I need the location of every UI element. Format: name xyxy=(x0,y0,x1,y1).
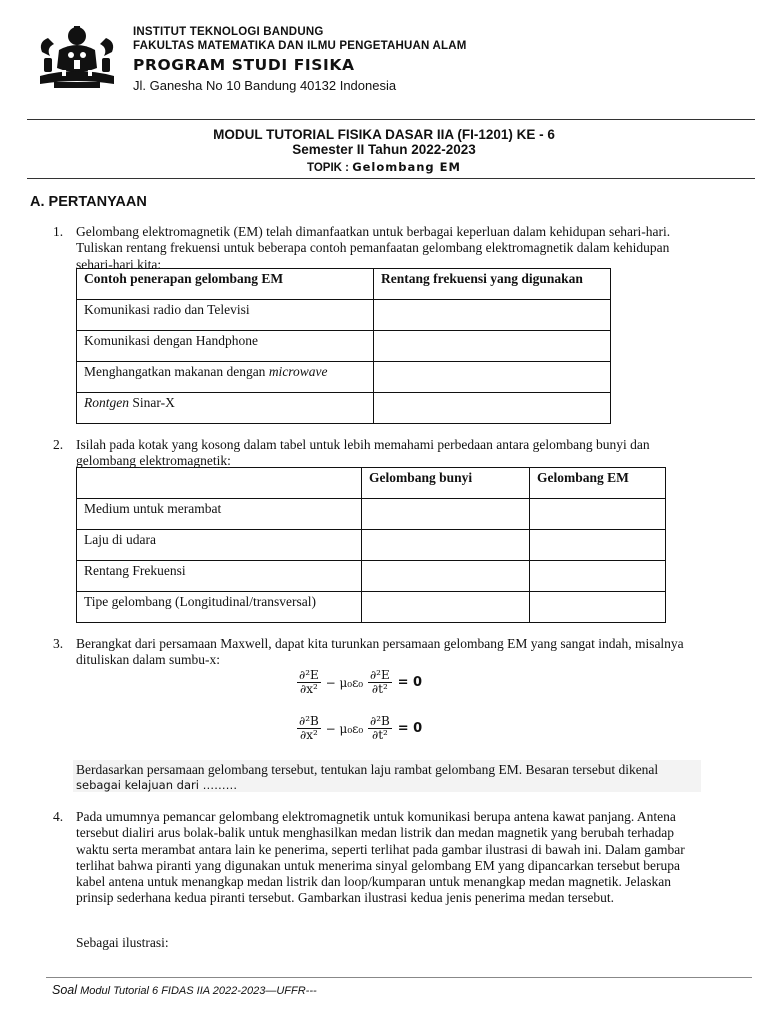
equals-zero: = 0 xyxy=(397,675,423,690)
table-header-cell: Rentang frekuensi yang digunakan xyxy=(374,269,611,300)
fraction: $\frac{\text{∂²E}}{\text{∂x²}}$ xyxy=(299,668,319,696)
question-1-text: Gelombang elektromagnetik (EM) telah dimanfaatkan untuk berbagai keperluan dalam kehidupan sehari-hari. Tuliskan rentang frekuensi untuk beberapa contoh pemanfaatan gelombang elektromagnetik dalam kehidupan sehari-hari kita: xyxy=(76,224,671,272)
operator: − μ₀ε₀ xyxy=(325,721,364,736)
table-row xyxy=(77,300,611,331)
table-cell xyxy=(77,362,374,393)
topic-label: TOPIK : xyxy=(307,162,349,174)
table-header-row xyxy=(77,468,666,499)
answer-cell[interactable] xyxy=(530,561,666,592)
letterhead xyxy=(0,0,768,120)
topic-line xyxy=(0,160,768,174)
frequency-table xyxy=(76,268,611,424)
question-4-number: 4. xyxy=(53,809,64,824)
table-cell xyxy=(77,331,374,362)
cell-text: Komunikasi dengan Handphone xyxy=(84,333,258,348)
cell-text: Komunikasi radio dan Televisi xyxy=(84,302,250,317)
table-cell: Laju di udara xyxy=(77,530,362,561)
table-row xyxy=(77,530,666,561)
table-header-cell: Contoh penerapan gelombang EM xyxy=(77,269,374,300)
question-2-text: Isilah pada kotak yang kosong dalam tabel untuk lebih memahami perbedaan antara gelombang bunyi dan gelombang elektromagnetik: xyxy=(76,437,650,469)
table-cell: Rentang Frekuensi xyxy=(77,561,362,592)
answer-cell[interactable] xyxy=(362,530,530,561)
table-cell xyxy=(77,300,374,331)
answer-cell[interactable] xyxy=(530,530,666,561)
table-row xyxy=(77,362,611,393)
table-header-row xyxy=(77,269,611,300)
table-header-cell: Gelombang bunyi xyxy=(362,468,530,499)
header-divider xyxy=(27,119,755,120)
table-cell xyxy=(77,393,374,424)
table-row xyxy=(77,331,611,362)
footer-divider xyxy=(46,977,752,978)
table-row xyxy=(77,561,666,592)
answer-cell[interactable] xyxy=(374,331,611,362)
question-3-followup: Berdasarkan persamaan gelombang tersebut, tentukan laju rambat gelombang EM. Besaran tersebut dikenal xyxy=(76,762,659,777)
table-row xyxy=(77,592,666,623)
table-cell: Medium untuk merambat xyxy=(77,499,362,530)
answer-cell[interactable] xyxy=(530,499,666,530)
answer-cell[interactable] xyxy=(530,592,666,623)
cell-text: Menghangatkan makanan dengan xyxy=(84,364,269,379)
section-heading: A. PERTANYAAN xyxy=(30,194,147,210)
footer-lead: Soal xyxy=(52,983,78,997)
faculty-name: FAKULTAS MATEMATIKA DAN ILMU PENGETAHUAN ALAM xyxy=(133,40,467,52)
cell-italic-text: Rontgen xyxy=(84,395,129,410)
question-3-number: 3. xyxy=(53,636,64,651)
cell-italic-text: microwave xyxy=(268,364,328,379)
question-4-text: Pada umumnya pemancar gelombang elektromagnetik untuk komunikasi berupa antena kawat panjang. Antena tersebut dialiri arus bolak-balik untuk menghasilkan medan listrik dan medan magnetik yang berubah terhadap waktu serta merambat antara lain ke penerima, seperti terlihat pada gambar ilustrasi di bawah ini. Dalam gambar terlihat bahwa piranti yang digunakan untuk menerima sinyal gelombang EM yang dipancarkan tersebut berupa kabel antena untuk menangkap medan listrik dan loop/kumparan untuk menangkap medan magnetik. Jelaskan prinsip sederhana kedua piranti tersebut. Gambarkan ilustrasi kedua jenis penerima medan tersebut. xyxy=(76,809,685,906)
question-3-text: Berangkat dari persamaan Maxwell, dapat kita turunkan persamaan gelombang EM yang sangat indah, misalnya dituliskan dalam sumbu-x: xyxy=(76,636,684,668)
answer-cell[interactable] xyxy=(374,393,611,424)
answer-cell[interactable] xyxy=(374,362,611,393)
topic-name: Gelombang EM xyxy=(352,160,461,174)
answer-cell[interactable] xyxy=(362,561,530,592)
itb-ganesha-logo-icon xyxy=(34,22,120,92)
fraction: $\frac{\text{∂²B}}{\text{∂x²}}$ xyxy=(299,714,319,742)
title-divider xyxy=(27,178,755,179)
answer-cell[interactable] xyxy=(362,499,530,530)
table-row xyxy=(77,393,611,424)
page-footer xyxy=(52,983,317,997)
table-header-cell xyxy=(77,468,362,499)
footer-text: Modul Tutorial 6 FIDAS IIA 2022-2023—UFFR--- xyxy=(77,985,317,997)
cell-text: Sinar-X xyxy=(129,395,175,410)
institute-name: INSTITUT TEKNOLOGI BANDUNG xyxy=(133,26,324,38)
fraction: $\frac{\text{∂²E}}{\text{∂t²}}$ xyxy=(369,668,390,696)
question-1-number: 1. xyxy=(53,224,64,239)
fraction: $\frac{\text{∂²B}}{\text{∂t²}}$ xyxy=(370,714,390,742)
table-cell: Tipe gelombang (Longitudinal/transversal) xyxy=(77,592,362,623)
semester-line: Semester II Tahun 2022-2023 xyxy=(292,142,476,157)
question-3-followup-blank: sebagai kelajuan dari ……… xyxy=(76,778,238,792)
question-2-number: 2. xyxy=(53,437,64,452)
institute-address: Jl. Ganesha No 10 Bandung 40132 Indonesia xyxy=(133,78,397,93)
program-name: PROGRAM STUDI FISIKA xyxy=(133,56,355,74)
comparison-table xyxy=(76,467,666,623)
operator: − μ₀ε₀ xyxy=(325,675,364,690)
table-header-cell: Gelombang EM xyxy=(530,468,666,499)
equals-zero: = 0 xyxy=(397,721,423,736)
wave-equation-e xyxy=(297,669,422,696)
answer-cell[interactable] xyxy=(374,300,611,331)
module-title: MODUL TUTORIAL FISIKA DASAR IIA (FI-1201) KE - 6 xyxy=(213,127,555,142)
illustration-label: Sebagai ilustrasi: xyxy=(76,935,169,950)
wave-equation-b xyxy=(297,715,422,742)
answer-cell[interactable] xyxy=(362,592,530,623)
table-row xyxy=(77,499,666,530)
